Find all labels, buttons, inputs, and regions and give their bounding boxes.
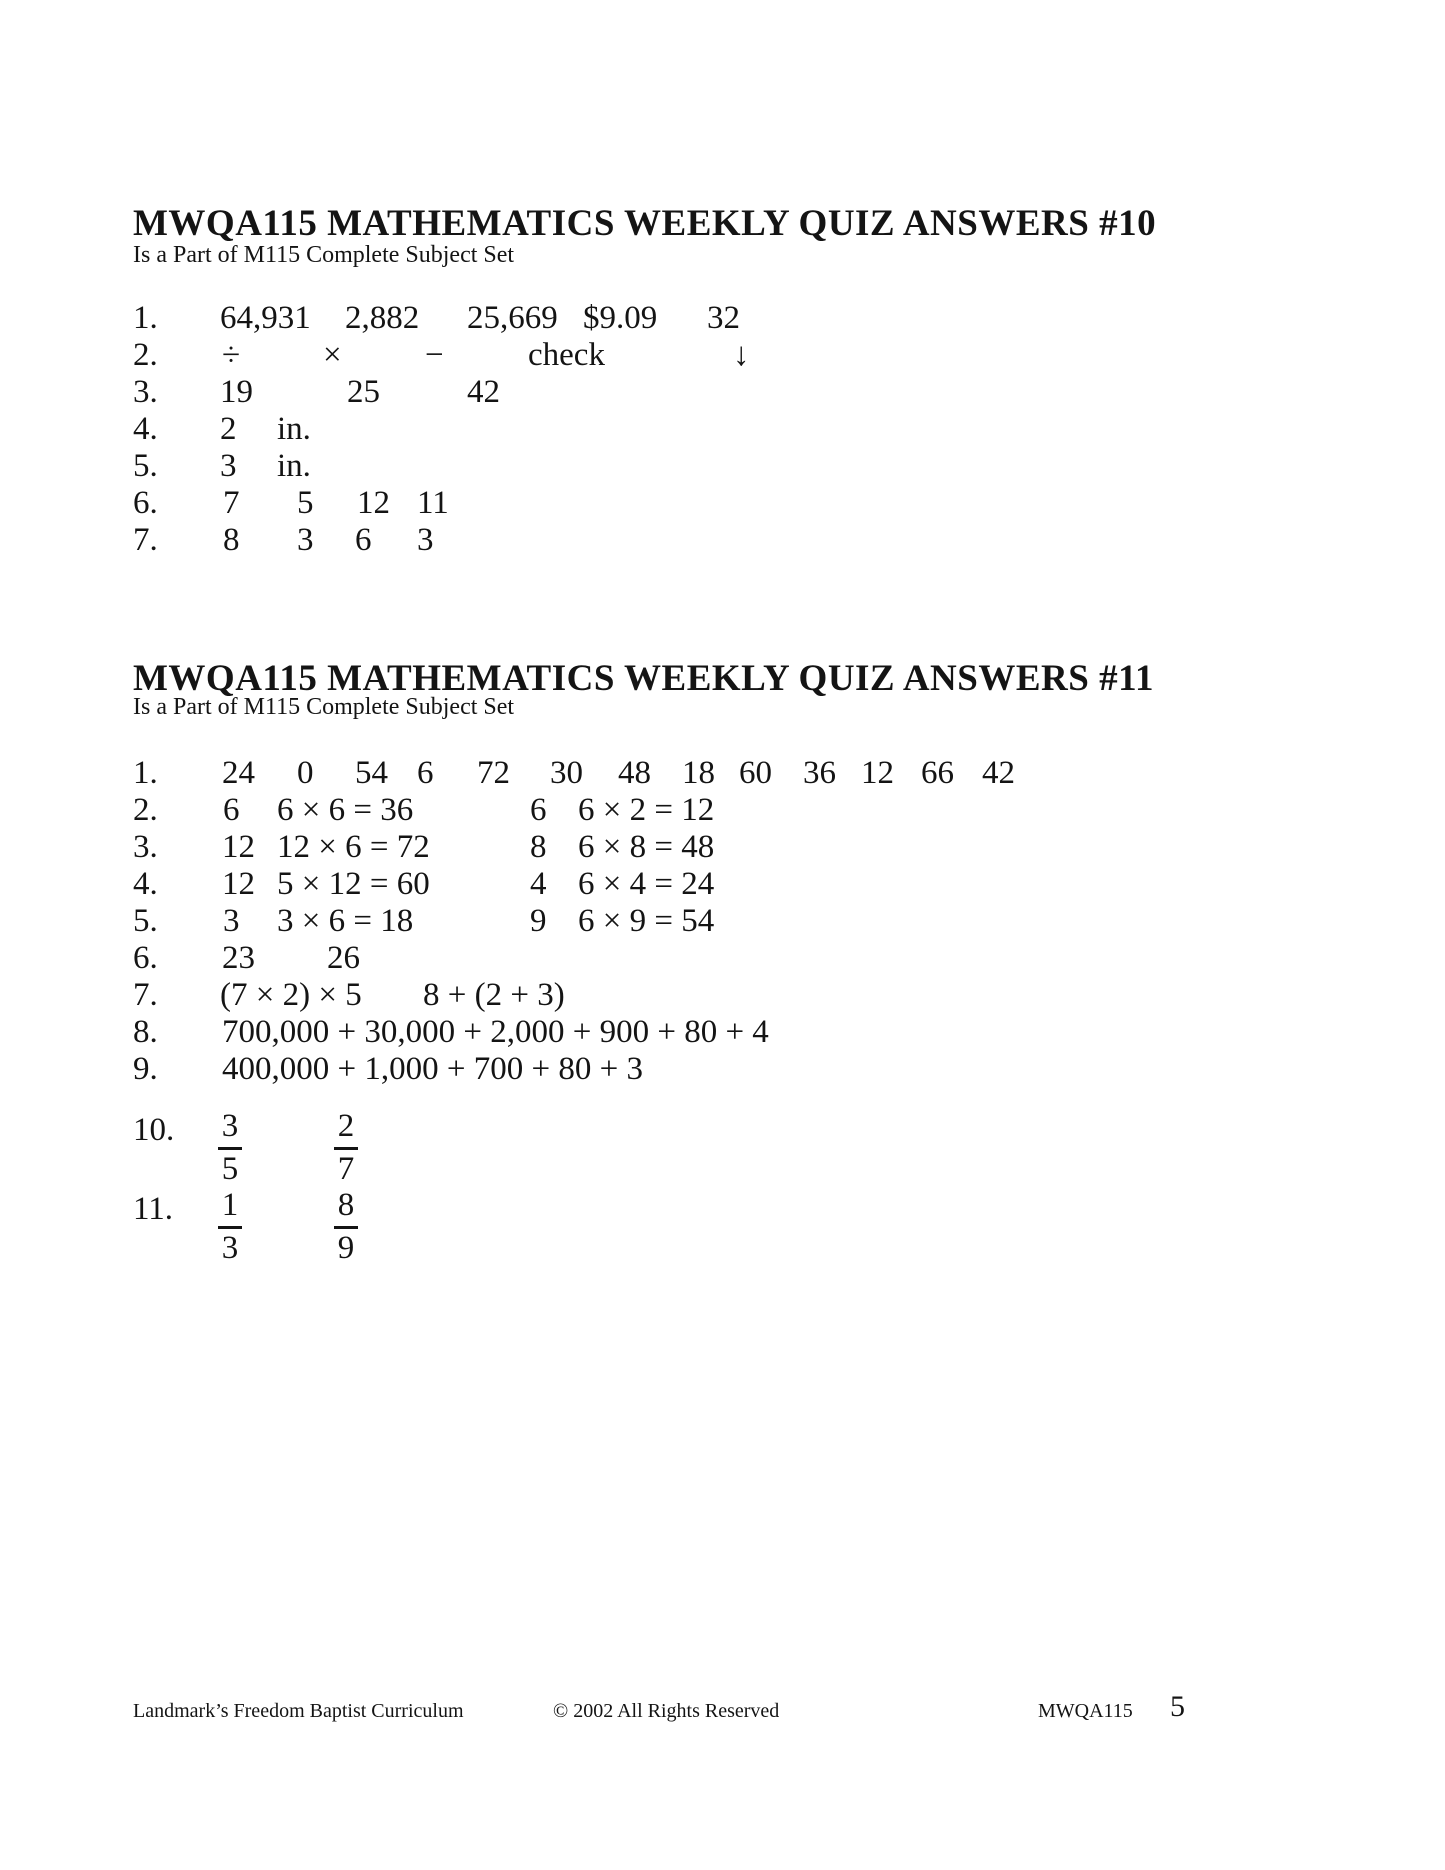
fraction-denominator: 5 (221, 1151, 239, 1187)
answer-item: 8 (530, 829, 547, 865)
answer-row (0, 977, 1445, 1014)
answer-expression: 8 + (2 + 3) (423, 977, 565, 1013)
answer-number: 8. (133, 1014, 158, 1050)
answer-item: 5 (297, 485, 314, 521)
footer-publisher: Landmark’s Freedom Baptist Curriculum (133, 1700, 464, 1722)
answer-number: 11. (133, 1191, 174, 1227)
answer-item: 64,931 (220, 300, 311, 336)
quiz11-title: MWQA115 MATHEMATICS WEEKLY QUIZ ANSWERS #11 (133, 658, 1155, 699)
answer-equation: 6 × 9 = 54 (578, 903, 715, 939)
fraction-bar (334, 1226, 358, 1229)
answer-row (0, 337, 1445, 374)
answer-item: 12 (861, 755, 894, 791)
fraction-bar (334, 1147, 358, 1150)
quiz10-answers (0, 300, 1445, 559)
footer-copyright: © 2002 All Rights Reserved (553, 1700, 780, 1722)
answer-item: 66 (921, 755, 954, 791)
fraction (218, 1189, 242, 1265)
answer-number: 6. (133, 940, 158, 976)
answer-row (0, 866, 1445, 903)
answer-row (0, 485, 1445, 522)
fraction-denominator: 7 (337, 1151, 355, 1187)
answer-row (0, 300, 1445, 337)
fraction-numerator: 1 (221, 1187, 239, 1223)
answer-item: check (528, 337, 605, 373)
answer-row (0, 1014, 1445, 1051)
fraction-numerator: 8 (337, 1187, 355, 1223)
answer-item: 42 (982, 755, 1015, 791)
answer-item: 25 (347, 374, 380, 410)
footer-page-number: 5 (1170, 1690, 1185, 1723)
answer-item: 60 (739, 755, 772, 791)
answer-row (0, 448, 1445, 485)
answer-number: 2. (133, 337, 158, 373)
answer-number: 9. (133, 1051, 158, 1087)
answer-item: 23 (222, 940, 255, 976)
answer-number: 4. (133, 411, 158, 447)
answer-item: 0 (297, 755, 314, 791)
answer-number: 1. (133, 755, 158, 791)
answer-item: 3 (297, 522, 314, 558)
quiz11-answers (0, 755, 1445, 1088)
answer-item: in. (277, 448, 311, 484)
answer-row (0, 829, 1445, 866)
answer-item: 36 (803, 755, 836, 791)
quiz11-subtitle: Is a Part of M115 Complete Subject Set (133, 694, 515, 720)
fraction-denominator: 3 (221, 1230, 239, 1266)
answer-item: 30 (550, 755, 583, 791)
answer-number: 3. (133, 374, 158, 410)
answer-item: 12 (222, 829, 255, 865)
answer-number: 1. (133, 300, 158, 336)
answer-row (0, 792, 1445, 829)
multiplication-sign: × (323, 337, 342, 373)
answer-item: 9 (530, 903, 547, 939)
quiz10-subtitle: Is a Part of M115 Complete Subject Set (133, 242, 515, 268)
fraction-bar (218, 1226, 242, 1229)
answer-number: 3. (133, 829, 158, 865)
answer-item: 32 (707, 300, 740, 336)
answer-item: 24 (222, 755, 255, 791)
answer-row (0, 940, 1445, 977)
fraction (334, 1189, 358, 1265)
answer-number: 6. (133, 485, 158, 521)
answer-item: 18 (682, 755, 715, 791)
answer-equation: 6 × 2 = 12 (578, 792, 715, 828)
answer-item: 25,669 (467, 300, 558, 336)
division-sign: ÷ (222, 337, 241, 373)
answer-row (0, 411, 1445, 448)
answer-item: 8 (223, 522, 240, 558)
fraction-row (0, 1187, 1445, 1266)
answer-number: 2. (133, 792, 158, 828)
answer-item: 2,882 (345, 300, 420, 336)
answer-item: 26 (327, 940, 360, 976)
answer-item: $9.09 (583, 300, 658, 336)
answer-item: 3 (417, 522, 434, 558)
footer-code: MWQA115 (1038, 1700, 1133, 1722)
answer-item: 19 (220, 374, 253, 410)
answer-equation: 6 × 6 = 36 (277, 792, 414, 828)
quiz11-fraction-answers (0, 1108, 1445, 1266)
answer-item: 12 (222, 866, 255, 902)
answer-equation: 3 × 6 = 18 (277, 903, 414, 939)
answer-item: 48 (618, 755, 651, 791)
answer-item: 3 (223, 903, 240, 939)
fraction (334, 1110, 358, 1186)
answer-item: 7 (223, 485, 240, 521)
quiz10-title: MWQA115 MATHEMATICS WEEKLY QUIZ ANSWERS #10 (133, 203, 1157, 244)
answer-item: 12 (357, 485, 390, 521)
answer-item: 42 (467, 374, 500, 410)
fraction (218, 1110, 242, 1186)
answer-number: 5. (133, 903, 158, 939)
fraction-row (0, 1108, 1445, 1187)
answer-item: in. (277, 411, 311, 447)
answer-item: 72 (477, 755, 510, 791)
answer-item: 11 (417, 485, 449, 521)
fraction-denominator: 9 (337, 1230, 355, 1266)
fraction-numerator: 2 (337, 1108, 355, 1144)
answer-number: 4. (133, 866, 158, 902)
answer-item: 2 (220, 411, 237, 447)
fraction-numerator: 3 (221, 1108, 239, 1144)
answer-item: 6 (223, 792, 240, 828)
answer-equation: 6 × 8 = 48 (578, 829, 715, 865)
answer-number: 5. (133, 448, 158, 484)
answer-expression: 700,000 + 30,000 + 2,000 + 900 + 80 + 4 (222, 1014, 769, 1050)
answer-equation: 6 × 4 = 24 (578, 866, 715, 902)
answer-item: 6 (355, 522, 372, 558)
answer-row (0, 522, 1445, 559)
answer-row (0, 1051, 1445, 1088)
answer-item: 54 (355, 755, 388, 791)
answer-expression: (7 × 2) × 5 (220, 977, 362, 1013)
answer-expression: 400,000 + 1,000 + 700 + 80 + 3 (222, 1051, 643, 1087)
answer-item: 3 (220, 448, 237, 484)
answer-row (0, 374, 1445, 411)
answer-number: 7. (133, 977, 158, 1013)
down-arrow: ↓ (733, 337, 750, 373)
answer-item: 4 (530, 866, 547, 902)
fraction-bar (218, 1147, 242, 1150)
answer-row (0, 755, 1445, 792)
answer-number: 7. (133, 522, 158, 558)
answer-equation: 5 × 12 = 60 (277, 866, 430, 902)
answer-item: 6 (530, 792, 547, 828)
minus-sign: − (425, 337, 444, 373)
answer-equation: 12 × 6 = 72 (277, 829, 430, 865)
answer-number: 10. (133, 1112, 175, 1148)
answer-row (0, 903, 1445, 940)
answer-item: 6 (417, 755, 434, 791)
